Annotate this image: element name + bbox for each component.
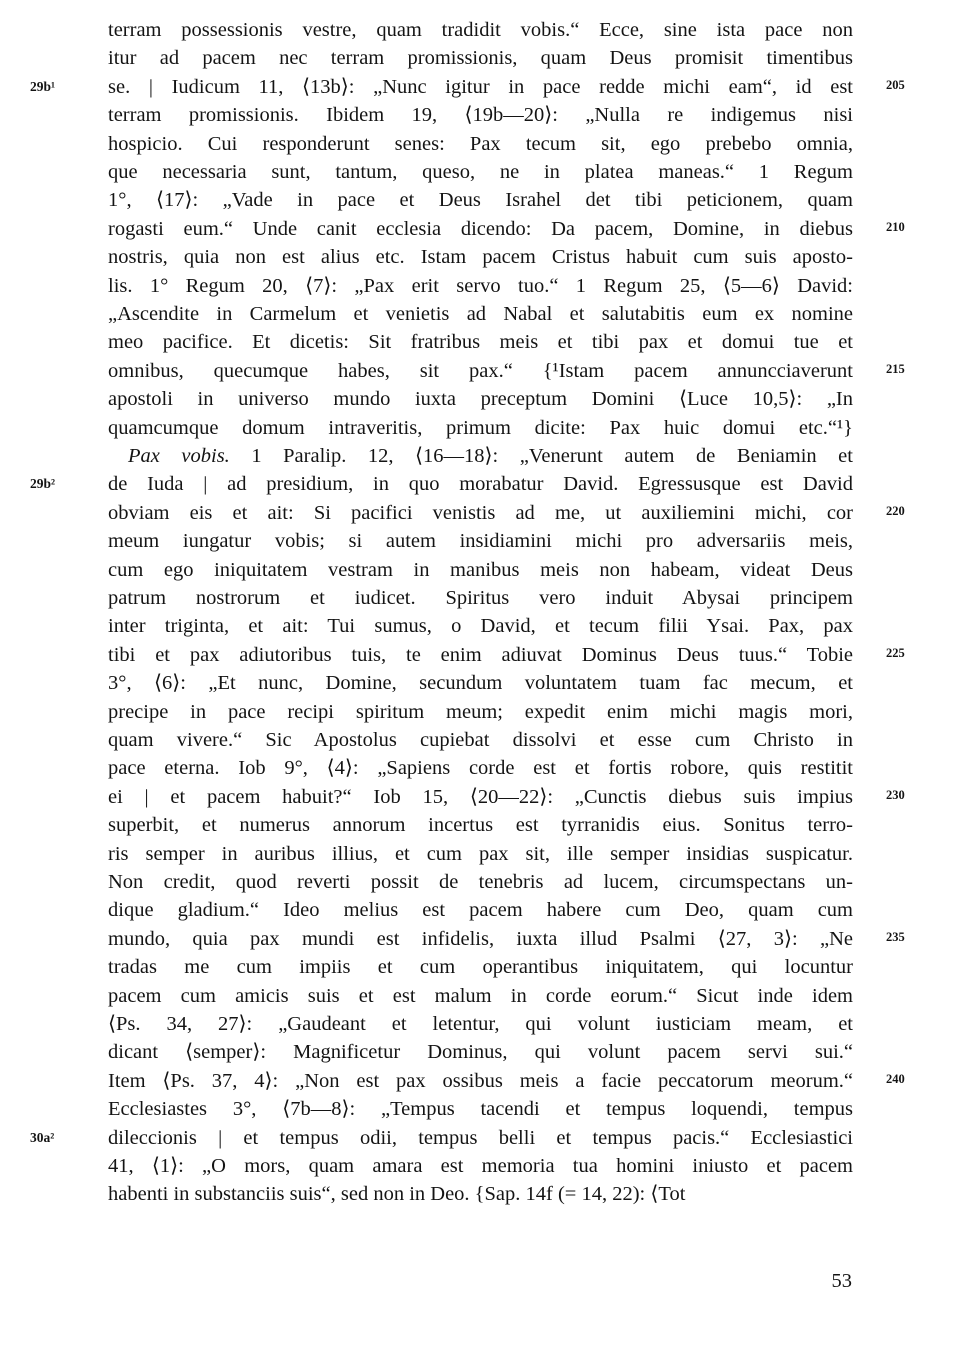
- text-line: dicant ⟨semper⟩: Magnificetur Dominus, qui volunt pacem servi sui.“: [108, 1041, 853, 1064]
- text-line: nostris, quia non est alius etc. Istam pacem Cristus habuit cum suis aposto-: [108, 246, 853, 269]
- line-number: 240: [886, 1071, 905, 1086]
- text-line: quam vivere.“ Sic Apostolus cupiebat dissolvi et esse cum Christo in: [108, 729, 853, 751]
- folio-reference: 29b¹: [30, 78, 56, 94]
- text-line: meo pacifice. Et dicetis: Sit fratribus meis et tibi pax et domui tue et: [108, 331, 853, 354]
- text-line: se. | Iudicum 11, ⟨13b⟩: „Nunc igitur in pace redde michi eam“, id est: [108, 75, 853, 98]
- italic-phrase: Pax vobis.: [128, 445, 230, 467]
- line-number: 220: [886, 503, 905, 518]
- text-line: 1°, ⟨17⟩: „Vade in pace et Deus Israhel det tibi peticionem, quam: [108, 189, 853, 212]
- text-line: Ecclesiastes 3°, ⟨7b—8⟩: „Tempus tacendi et tempus loquendi, tempus: [108, 1098, 853, 1121]
- text-line: superbit, et numerus annorum incertus est tyrranidis eius. Sonitus terro-: [108, 814, 853, 837]
- text-line: rogasti eum.“ Unde canit ecclesia dicendo: Da pacem, Domine, in diebus: [108, 217, 853, 240]
- folio-reference: 29b²: [30, 476, 56, 492]
- text-line: itur ad pacem nec terram promissionis, quam Deus promisit timentibus: [108, 47, 853, 70]
- text-line: patrum nostrorum et iudicet. Spiritus vero induit Abysai principem: [108, 587, 853, 609]
- text-line: de Iuda | ad presidium, in quo morabatur David. Egressusque est David: [108, 473, 853, 496]
- text-line: tradas me cum impiis et cum operantibus iniquitatem, qui locuntur: [108, 956, 853, 979]
- text-line: dileccionis | et tempus odii, tempus belli et tempus pacis.“ Ecclesiastici: [108, 1126, 853, 1149]
- text-line: quamcumque domum intraveritis, primum dicite: Pax huic domui etc.“¹}: [108, 416, 853, 439]
- text-line: omnibus, quecumque habes, sit pax.“ {¹Istam pacem annuncciaverunt: [108, 359, 853, 382]
- text-line: pacem cum amicis suis et est malum in corde eorum.“ Sicut inde idem: [108, 984, 853, 1007]
- text-line: tibi et pax adiutoribus tuis, te enim adiuvat Dominus Deus tuus.“ Tobie: [108, 643, 853, 666]
- text-line: ei | et pacem habuit?“ Iob 15, ⟨20—22⟩: „Cunctis diebus suis impius: [108, 785, 853, 808]
- text-line: habenti in substanciis suis“, sed non in Deo. {Sap. 14f (= 14, 22): ⟨Tot: [108, 1183, 686, 1206]
- text-line: terram possessionis vestre, quam tradidit vobis.“ Ecce, sine ista pace non: [108, 19, 853, 41]
- text-line: ⟨Ps. 34, 27⟩: „Gaudeant et letentur, qui volunt iusticiam meam, et: [108, 1013, 853, 1035]
- text-line: 41, ⟨1⟩: „O mors, quam amara est memoria tua homini iniusto et pacem: [108, 1155, 853, 1177]
- line-number: 215: [886, 361, 905, 376]
- text-line: 3°, ⟨6⟩: „Et nunc, Domine, secundum voluntatem tuam fac mecum, et: [108, 672, 853, 695]
- line-number: 230: [886, 787, 905, 802]
- line-number: 225: [886, 645, 905, 660]
- text-line: apostoli in universo mundo iuxta preceptum Domini ⟨Luce 10,5⟩: „In: [108, 388, 853, 411]
- text-line: Pax vobis. 1 Paralip. 12, ⟨16—18⟩: „Venerunt autem de Beniamin et: [128, 445, 853, 467]
- text-line: Non credit, quod reverti possit de tenebris ad lucem, circumspectans un-: [108, 871, 853, 893]
- line-number: 235: [886, 929, 905, 944]
- text-line: que necessaria sunt, tantum, queso, ne in platea maneas.“ 1 Regum: [108, 161, 853, 183]
- text-line: precipe in pace recipi spiritum meum; expedit enim michi magis mori,: [108, 700, 853, 723]
- text-line: ris semper in auribus illius, et cum pax sit, ille semper insidias suspicatur.: [108, 842, 853, 865]
- text-line: Item ⟨Ps. 37, 4⟩: „Non est pax ossibus meis a facie peccatorum meorum.“: [108, 1069, 853, 1092]
- page-number: 53: [831, 1270, 852, 1292]
- line-number: 205: [886, 77, 905, 92]
- text-line: pace eterna. Iob 9°, ⟨4⟩: „Sapiens corde est et fortis robore, quis restitit: [108, 757, 853, 780]
- folio-reference: 30a²: [30, 1129, 55, 1145]
- text-line: cum ego iniquitatem vestram in manibus meis non habeam, videat Deus: [108, 558, 853, 581]
- text-line: mundo, quia pax mundi est infidelis, iuxta illud Psalmi ⟨27, 3⟩: „Ne: [108, 927, 853, 950]
- line-number: 210: [886, 219, 905, 234]
- text-line: inter triginta, et ait: Tui sumus, o David, et tecum filii Ysai. Pax, pax: [108, 615, 853, 638]
- text-line: dique gladium.“ Ideo melius est pacem habere cum Deo, quam cum: [108, 899, 853, 922]
- text-line: terram promissionis. Ibidem 19, ⟨19b—20⟩: „Nulla re indigemus nisi: [108, 104, 853, 127]
- text-line: meum iungatur vobis; si autem insidiamini michi pro adversariis meis,: [108, 530, 853, 553]
- text-line: hospicio. Cui responderunt senes: Pax tecum sit, ego prebebo omnia,: [108, 132, 853, 155]
- text-line: obviam eis et ait: Si pacifici venistis ad me, ut auxiliemini michi, cor: [108, 501, 853, 524]
- text-line: „Ascendite in Carmelum et venietis ad Nabal et salutabitis eum ex nomine: [108, 303, 853, 325]
- text-line: lis. 1° Regum 20, ⟨7⟩: „Pax erit servo tuo.“ 1 Regum 25, ⟨5—6⟩ David:: [108, 274, 853, 297]
